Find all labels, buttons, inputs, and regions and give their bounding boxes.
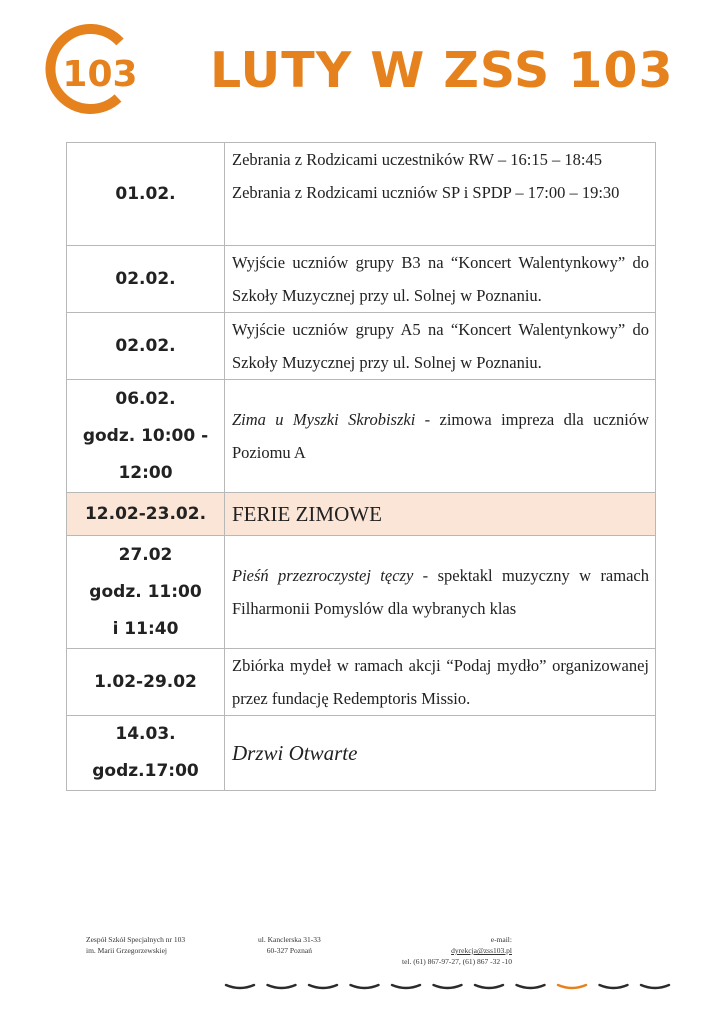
footer-contact: e-mail: dyrekcja@zss103.pl tel. (61) 867-97-27, (61) 867 -32 -10 (402, 935, 512, 966)
wave-stroke (641, 985, 669, 988)
event-description: FERIE ZIMOWE (225, 493, 656, 536)
page-title: LUTY W ZSS 103 (210, 42, 674, 99)
logo-text: 103 (62, 54, 138, 95)
event-description: Pieśń przezroczystej tęczy - spektakl muzyczny w ramach Filharmonii Pomyslów dla wybranych klas (225, 536, 656, 649)
table-row (67, 649, 656, 716)
event-description: Zima u Myszki Skrobiszki - zimowa impreza dla uczniów Poziomu A (225, 380, 656, 493)
event-date: 14.03. godz.17:00 (67, 716, 225, 791)
email-link[interactable]: dyrekcja@zss103.pl (451, 946, 512, 955)
schedule-table (66, 142, 656, 791)
event-description: Wyjście uczniów grupy A5 na “Koncert Walentynkowy” do Szkoły Muzycznej przy ul. Solnej w Poznaniu. (225, 313, 656, 380)
wave-stroke (517, 985, 545, 988)
wave-stroke (351, 985, 379, 988)
event-date: 02.02. (67, 313, 225, 380)
table-row (67, 246, 656, 313)
event-date: 02.02. (67, 246, 225, 313)
wave-stroke (226, 985, 254, 988)
table-row (67, 313, 656, 380)
event-date: 01.02. (67, 143, 225, 246)
event-description: Zbiórka mydeł w ramach akcji “Podaj mydło” organizowanej przez fundację Redemptoris Missio. (225, 649, 656, 716)
event-date: 1.02-29.02 (67, 649, 225, 716)
table-row (67, 143, 656, 246)
event-description: Drzwi Otwarte (225, 716, 656, 791)
table-row (67, 716, 656, 791)
event-date: 12.02-23.02. (67, 493, 225, 536)
table-row (67, 536, 656, 649)
footer-school: Zespół Szkół Specjalnych nr 103 im. Marii Grzegorzewskiej (86, 935, 186, 955)
footer-address: ul. Kanclerska 31-33 60-327 Poznań (258, 935, 321, 955)
wave-stroke (392, 985, 420, 988)
wave-stroke (268, 985, 296, 988)
table-row-highlighted (67, 493, 656, 536)
wave-stroke (309, 985, 337, 988)
school-logo (40, 24, 150, 114)
wave-stroke (434, 985, 462, 988)
wave-stroke (600, 985, 628, 988)
event-description: Wyjście uczniów grupy B3 na “Koncert Walentynkowy” do Szkoły Muzycznej przy ul. Solnej w Poznaniu. (225, 246, 656, 313)
table-row (67, 380, 656, 493)
decorative-wave (222, 980, 692, 994)
wave-stroke (558, 985, 586, 988)
event-description: Zebrania z Rodzicami uczestników RW – 16:15 – 18:45 Zebrania z Rodzicami uczniów SP i SPDP – 17:00 – 19:30 (225, 143, 656, 246)
event-date: 06.02. godz. 10:00 - 12:00 (67, 380, 225, 493)
wave-stroke (475, 985, 503, 988)
event-date: 27.02 godz. 11:00 i 11:40 (67, 536, 225, 649)
